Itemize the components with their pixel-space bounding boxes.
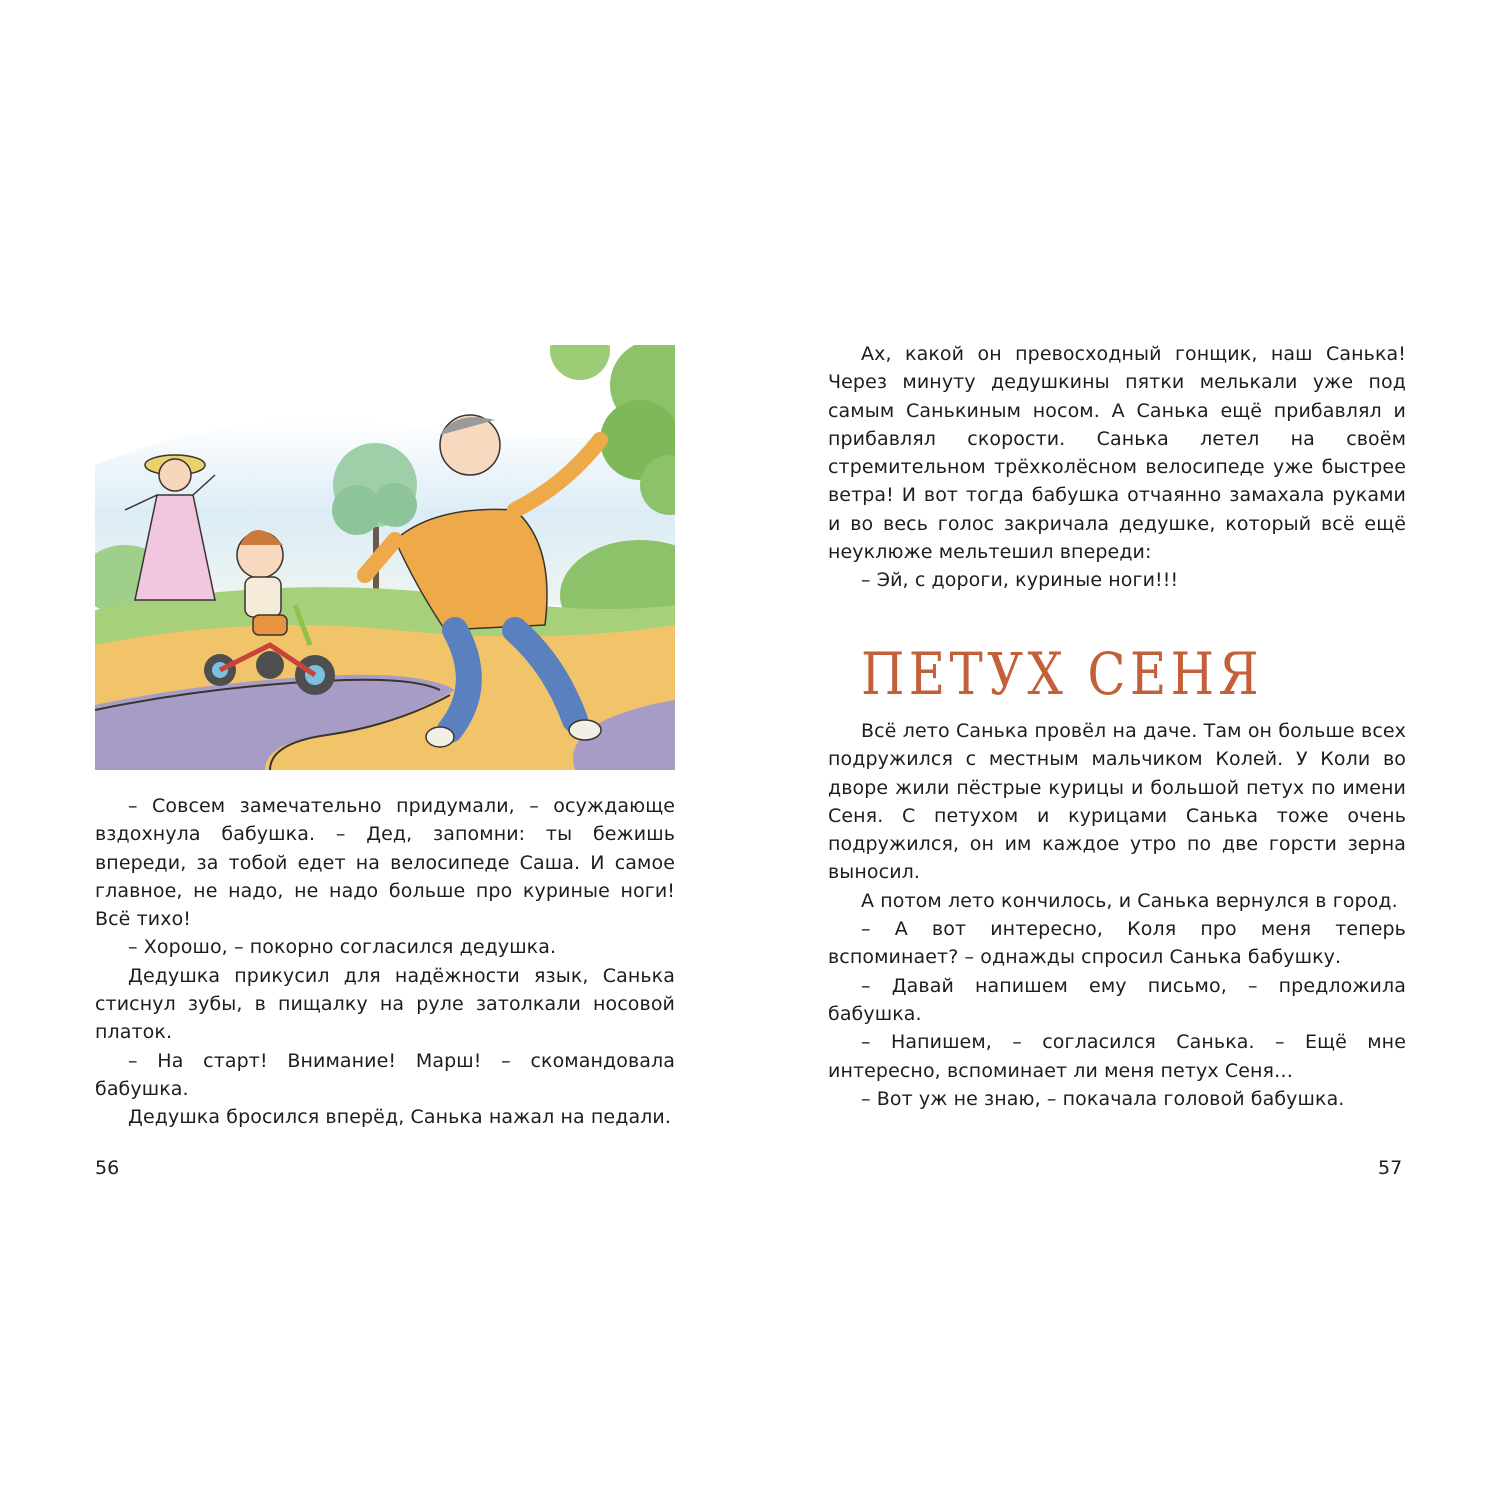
illustration-grandpa-race [95,345,675,770]
paragraph: – А вот интересно, Коля про меня теперь вспоминает? – однажды спросил Санька бабушку. [828,918,1406,969]
paragraph: Всё лето Санька провёл на даче. Там он больше всех подружился с местным мальчиком Колей. У Коли во дворе жили пёстрые курицы и большой петух по имени Сеня. С петухом и курицами Санька тоже очень подружился, он им каждое утро по две горсти зерна выносил. [828,720,1406,884]
right-page [750,0,1500,1500]
paragraph: А потом лето кончилось, и Санька вернулся в город. [861,889,1398,912]
page-number-right: 57 [1378,1157,1403,1179]
chapter-title: ПЕТУХ СЕНЯ [861,640,1263,708]
paragraph: – Эй, с дороги, куриные ноги!!! [861,569,1179,592]
paragraph: – Давай напишем ему письмо, – предложила бабушка. [828,974,1406,1025]
left-page-text [95,792,675,1132]
paragraph: Дедушка бросился вперёд, Санька нажал на педали. [128,1106,672,1129]
paragraph: – Хорошо, – покорно согласился дедушка. [128,936,557,959]
paragraph: – Напишем, – согласился Санька. – Ещё мне интересно, вспоминает ли меня петух Сеня… [828,1031,1406,1082]
paragraph: Ах, какой он превосходный гонщик, наш Санька! Через минуту дедушкины пятки мелькали уже под самым Санькиным носом. А Санька ещё прибавлял и прибавлял скорости. Санька летел на своём стремительном трёхколёсном велосипеде уже быстрее ветра! И вот тогда бабушка отчаянно замахала руками и во весь голос закричала дедушке, который всё ещё неуклюже мельтешил впереди: [828,343,1406,564]
right-page-text-top [828,340,1406,595]
right-page-text-bottom [828,717,1406,1113]
paragraph: – На старт! Внимание! Марш! – скомандовала бабушка. [95,1049,675,1100]
paragraph: – Совсем замечательно придумали, – осуждающе вздохнула бабушка. – Дед, запомни: ты бежишь впереди, за тобой едет на велосипеде Саша. И самое главное, не надо, не надо больше про куриные ноги! Всё тихо! [95,795,675,931]
page-number-left: 56 [95,1157,120,1179]
paragraph: – Вот уж не знаю, – покачала головой бабушка. [861,1087,1345,1110]
paragraph: Дедушка прикусил для надёжности язык, Санька стиснул зубы, в пищалку на руле затолкали носовой платок. [95,964,675,1044]
